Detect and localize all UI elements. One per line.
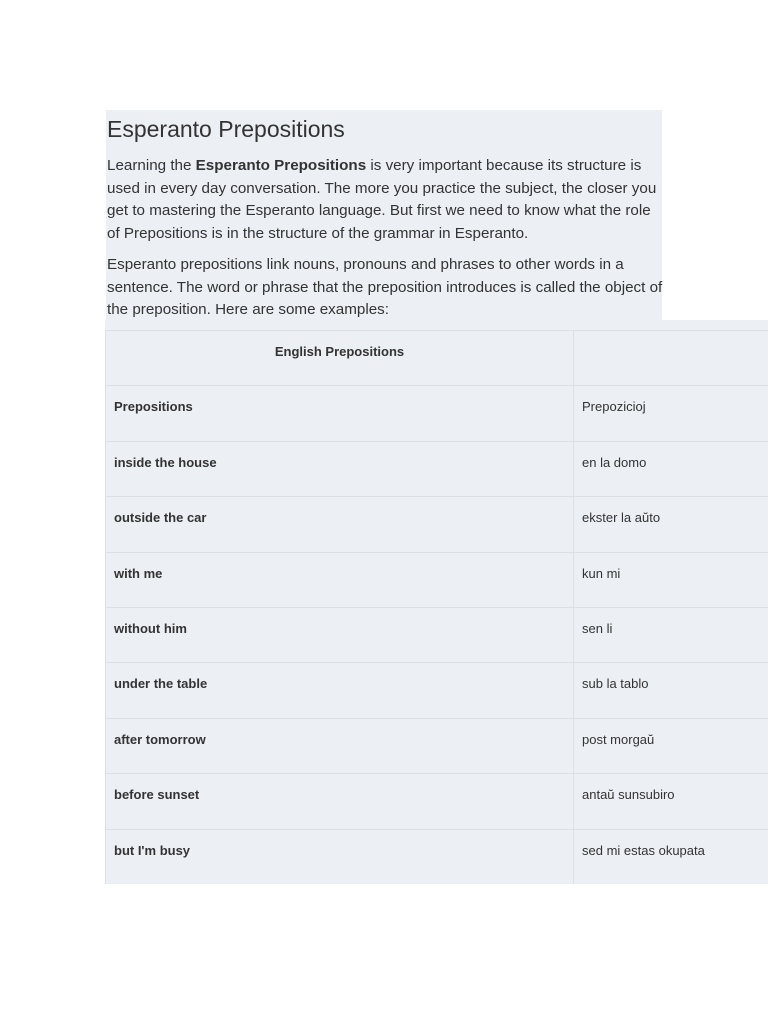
english-cell — [106, 663, 574, 718]
table-row — [106, 497, 768, 552]
esperanto-text: sed mi estas okupata — [582, 842, 705, 858]
esperanto-text: antaŭ sunsubiro — [582, 787, 675, 803]
table-row — [106, 386, 768, 441]
intro-text-before: Learning the — [107, 157, 196, 174]
english-cell — [106, 552, 574, 607]
english-cell — [106, 829, 574, 884]
english-text: with me — [114, 565, 163, 581]
intro-paragraph-2: Esperanto prepositions link nouns, pronouns and phrases to other words in a sentence. The word or phrase that the preposition introduces is called the object of the preposition. Here are some examples: — [107, 256, 663, 318]
intro-paragraph-1 — [107, 155, 667, 245]
english-text: outside the car — [114, 510, 207, 526]
table-row — [106, 441, 768, 496]
english-cell — [106, 718, 574, 773]
english-text: after tomorrow — [114, 731, 206, 747]
english-text: under the table — [114, 676, 208, 692]
table-row — [106, 663, 768, 718]
esperanto-text: ekster la aŭto — [582, 510, 661, 526]
esperanto-cell — [574, 718, 768, 773]
esperanto-text: sub la tablo — [582, 676, 649, 692]
esperanto-cell — [574, 774, 768, 829]
table-row — [106, 774, 768, 829]
table-row — [106, 607, 768, 662]
english-cell — [106, 607, 574, 662]
esperanto-cell — [574, 497, 768, 552]
intro-text-after: is very important because its structure is used in every day conversation. The more you practice the subject, the closer you get to mastering the Esperanto language. But first we need to know what the role of Prepositions is in the structure of the grammar in Esperanto. — [107, 157, 657, 242]
english-text: Prepositions — [114, 399, 193, 415]
prepositions-table — [105, 330, 768, 884]
esperanto-cell — [574, 441, 768, 496]
table-header-text: English Prepositions — [274, 344, 405, 359]
english-cell — [106, 497, 574, 552]
english-text: before sunset — [114, 787, 200, 803]
esperanto-text: sen li — [582, 620, 613, 636]
esperanto-text: post morgaŭ — [582, 731, 655, 747]
esperanto-text: kun mi — [582, 565, 621, 581]
esperanto-cell — [574, 552, 768, 607]
english-cell — [106, 386, 574, 441]
english-text: without him — [114, 620, 187, 636]
esperanto-cell — [574, 607, 768, 662]
english-text: but I'm busy — [114, 842, 191, 858]
english-text: inside the house — [114, 454, 217, 470]
table-row — [106, 829, 768, 884]
esperanto-cell — [574, 663, 768, 718]
table-header-cell — [574, 331, 768, 386]
table-header-row — [106, 331, 768, 386]
esperanto-text: Prepozicioj — [582, 399, 646, 415]
table-header-cell — [106, 331, 574, 386]
prepositions-table-container — [105, 320, 768, 884]
esperanto-text: en la domo — [582, 454, 647, 470]
english-cell — [106, 441, 574, 496]
english-cell — [106, 774, 574, 829]
table-row — [106, 718, 768, 773]
intro-text-bold: Esperanto Prepositions — [195, 157, 367, 174]
esperanto-cell — [574, 386, 768, 441]
table-row — [106, 552, 768, 607]
esperanto-cell — [574, 829, 768, 884]
page-title: Esperanto Prepositions — [107, 116, 345, 142]
